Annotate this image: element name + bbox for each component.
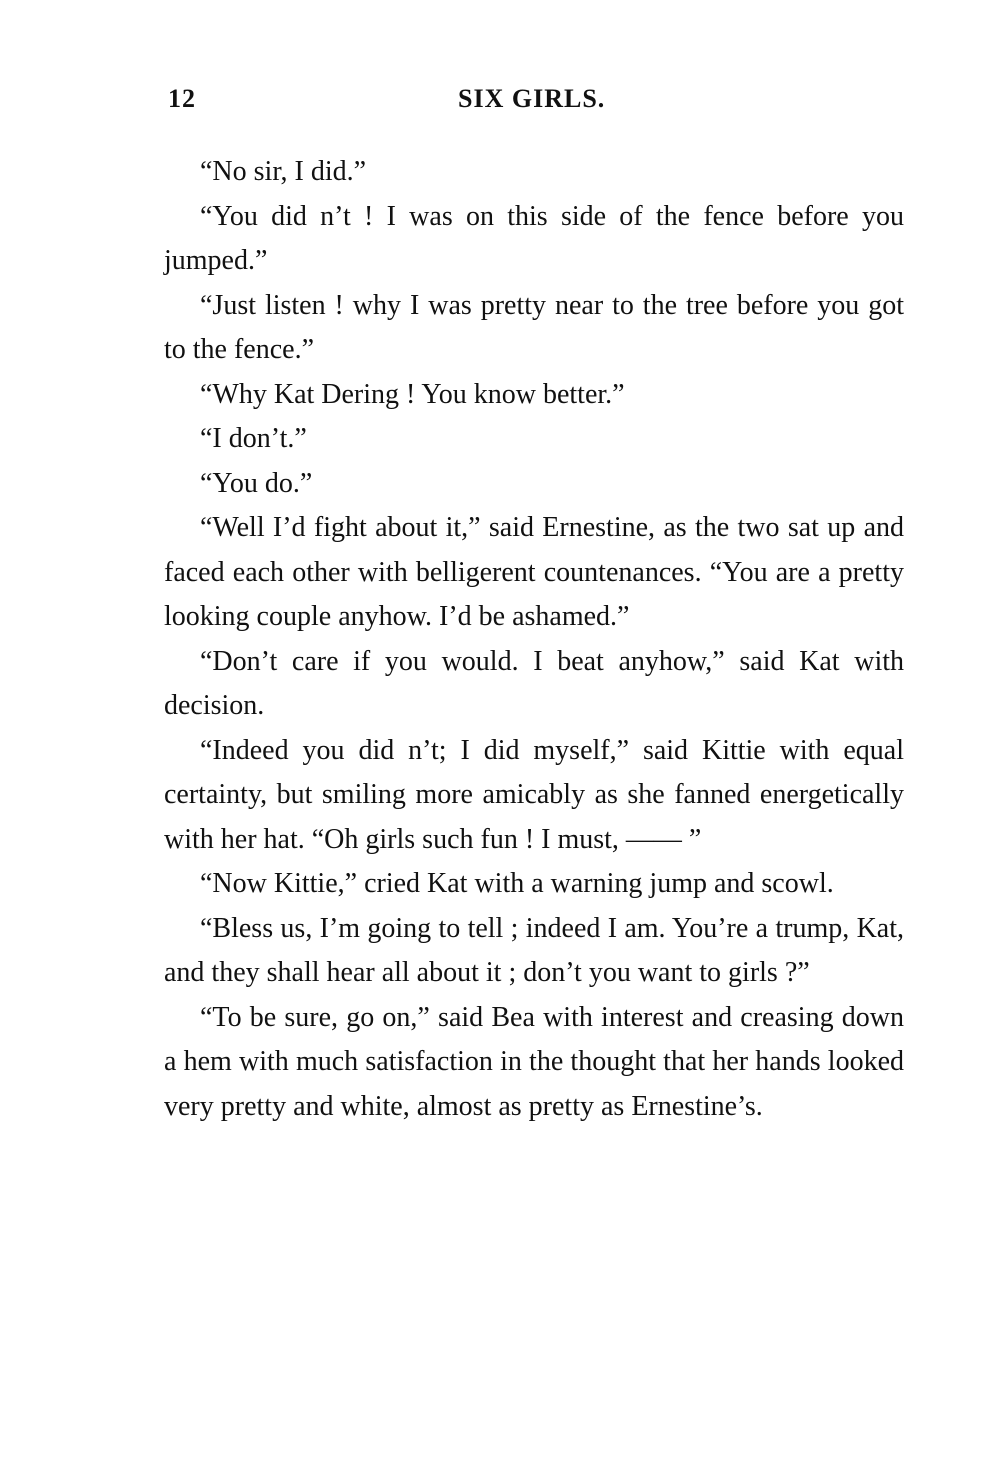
paragraph: “You do.” — [200, 467, 313, 499]
paragraph: “Now Kittie,” cried Kat with a warning jump and scowl. — [200, 868, 834, 899]
running-title: SIX GIRLS. — [458, 84, 606, 113]
paragraph: “Don’t care if you would. I beat anyhow,” said Kat with decision. — [164, 645, 904, 721]
paragraph: “To be sure, go on,” said Bea with interest and creasing down a hem with much satisfaction in the thought that her hands looked very pretty and white, almost as pretty as Ernestine’s. — [164, 1001, 904, 1122]
body-text — [164, 150, 904, 1129]
running-head — [168, 84, 908, 120]
paragraph: “Bless us, I’m going to tell ; indeed I am. You’re a trump, Kat, and they shall hear all about it ; don’t you want to girls ?” — [164, 912, 904, 988]
paragraph: “Just listen ! why I was pretty near to the tree before you got to the fence.” — [164, 289, 904, 365]
paragraph: “I don’t.” — [200, 423, 307, 454]
paragraph: “Well I’d fight about it,” said Ernestine, as the two sat up and faced each other with belligerent countenances. “You are a pretty looking couple anyhow. I’d be ashamed.” — [164, 512, 904, 632]
paragraph: “Indeed you did n’t; I did myself,” said Kittie with equal certainty, but smiling more amicably as she fanned energetically with her hat. “Oh girls such fun ! I must, —— ” — [164, 734, 904, 855]
paragraph: “Why Kat Dering ! You know better.” — [200, 378, 625, 410]
paragraph: “You did n’t ! I was on this side of the fence before you jumped.” — [164, 200, 904, 276]
page-number: 12 — [168, 84, 196, 113]
paragraph: “No sir, I did.” — [200, 156, 367, 187]
